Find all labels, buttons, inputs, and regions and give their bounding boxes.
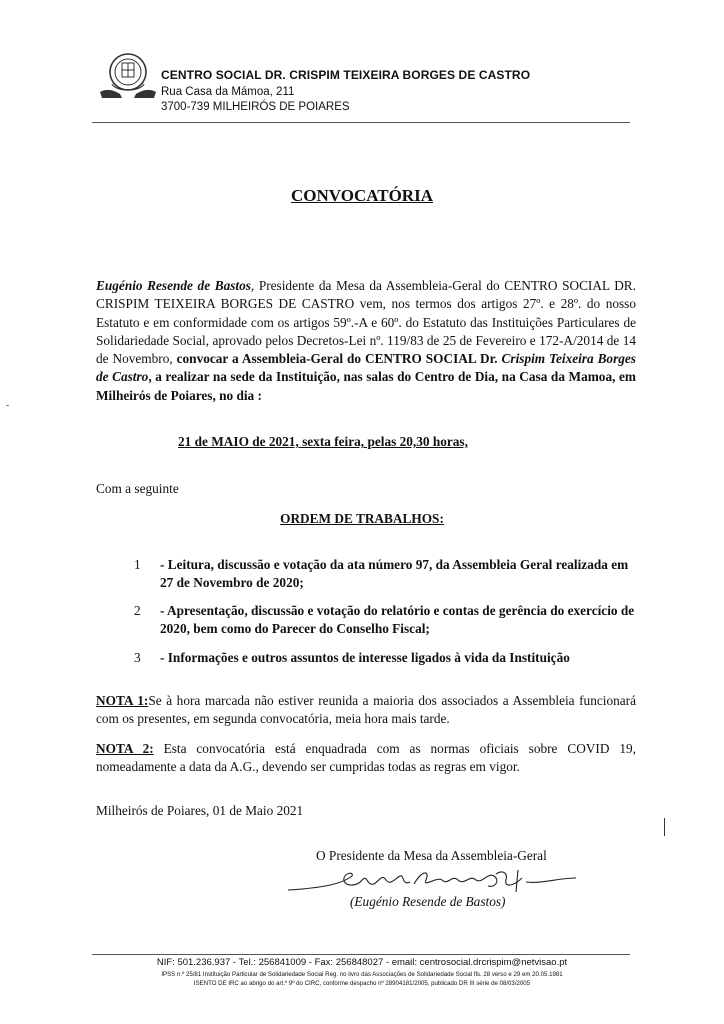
agenda-item-text: - Informações e outros assuntos de interesse ligados à vida da Instituição — [160, 650, 570, 665]
note-2-text: Esta convocatória está enquadrada com as normas oficiais sobre COVID 19, nomeadamente a data da A.G., devendo ser cumpridas todas as regras em vigor. — [96, 741, 636, 775]
address-line-1: Rua Casa da Mámoa, 211 — [161, 86, 295, 98]
footer-divider — [92, 954, 630, 955]
intro-paragraph — [96, 277, 636, 405]
president-name: Eugénio Resende de Bastos — [96, 278, 251, 293]
handwritten-signature — [282, 866, 582, 896]
intro-bold-2: , a realizar na sede da Instituição, nas salas do Centro de Dia, na Casa da Mamoa, em Milheirós de Poiares, no dia : — [96, 369, 636, 403]
agenda-item-text: - Leitura, discussão e votação da ata número 97, da Assembleia Geral realizada em 27 de Novembro de 2020; — [160, 557, 629, 590]
note-1-text: Se à hora marcada não estiver reunida a maioria dos associados a Assembleia funcionará com os presentes, em segunda convocatória, meia hora mais tarde. — [96, 693, 636, 727]
address-line-2: 3700-739 MILHEIRÓS DE POIARES — [161, 101, 350, 113]
note-1 — [96, 692, 636, 729]
note-2-label: NOTA 2: — [96, 741, 154, 756]
footer-registration: IPSS n.º 25/81 Instituição Particular de Solidariedade Social Reg. no livro das Associações de Solidariedade Social fls. 28 verso e 29 em 20.05.1981 — [161, 971, 563, 978]
agenda-item-number: 3 — [134, 650, 141, 665]
document-title: CONVOCATÓRIA — [291, 186, 433, 205]
signatory-name: (Eugénio Resende de Bastos) — [350, 894, 506, 909]
place-date: Milheirós de Poiares, 01 de Maio 2021 — [96, 803, 304, 818]
margin-line — [664, 818, 665, 836]
scan-mark — [6, 405, 9, 406]
note-2 — [96, 740, 636, 777]
institution-seal-logo — [92, 48, 156, 112]
com-seguinte: Com a seguinte — [96, 481, 179, 496]
agenda-item-number: 1 — [134, 557, 141, 572]
agenda-item-number: 2 — [134, 603, 141, 618]
meeting-date: 21 de MAIO de 2021, sexta feira, pelas 20,30 horas, — [178, 434, 468, 449]
intro-text: , Presidente da Mesa da Assembleia-Geral do CENTRO SOCIAL DR. CRISPIM TEIXEIRA BORGES DE CASTRO vem, nos termos dos artigos 27º. e 28º. do nosso Estatuto e em conformidade com os artigos 59º.-A e 60º. do Estatuto das Instituições Particulares de Solidariedade Social, aprovado pelos Decretos-Lei nº. 119/83 de 25 de Fevereiro e 172-A/2014 de 14 de Novembro, — [96, 278, 636, 367]
intro-bold-1: convocar a Assembleia-Geral do CENTRO SOCIAL Dr. — [176, 351, 502, 367]
footer-contacts: NIF: 501.236.937 - Tel.: 256841009 - Fax: 256848027 - email: centrosocial.drcrispim@netvisao.pt — [156, 957, 568, 968]
signatory-title: O Presidente da Mesa da Assembleia-Geral — [316, 848, 547, 863]
agenda-item-text: - Apresentação, discussão e votação do relatório e contas de gerência do exercício de 2020, bem como do Parecer do Conselho Fiscal; — [160, 603, 635, 636]
header-divider — [92, 122, 630, 123]
intro-bold-italic: Crispim Teixeira Borges de Castro — [96, 351, 636, 385]
note-1-label: NOTA 1: — [96, 693, 149, 708]
footer-tax-exemption: ISENTO DE IRC ao abrigo do art.º 9º do CIRC, conforme despacho nº 28904181/2005, publicado DR III série de 08/03/2005 — [193, 980, 531, 987]
agenda-title: ORDEM DE TRABALHOS: — [280, 511, 444, 526]
org-name: CENTRO SOCIAL DR. CRISPIM TEIXEIRA BORGES DE CASTRO — [161, 68, 531, 82]
